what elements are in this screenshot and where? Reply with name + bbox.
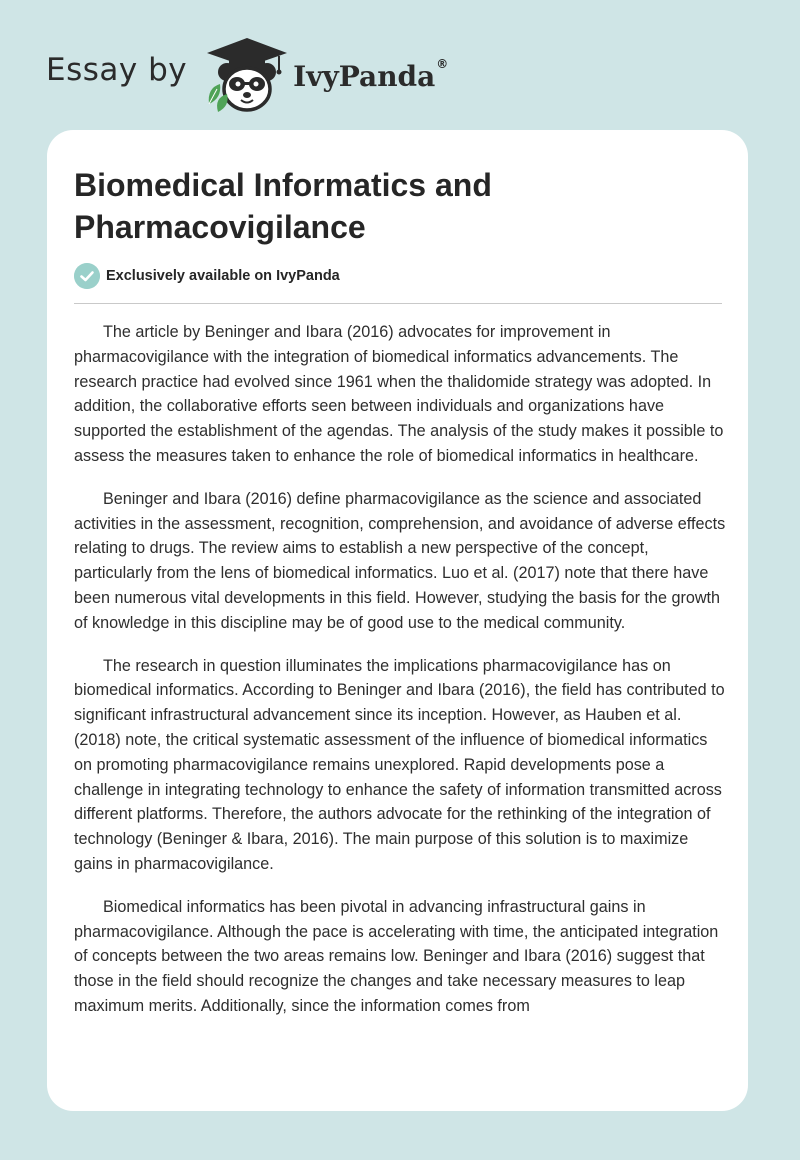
page-title: Biomedical Informatics and Pharmacovigilance bbox=[74, 167, 492, 245]
paragraph: Biomedical informatics has been pivotal in advancing infrastructural gains in pharmacovigilance. Although the pace is accelerating with time, the anticipated integration of concepts between the two areas remains low. Beninger and Ibara (2016) suggest that those in the field should recognize the changes and take necessary measures to leap maximum merits. Additionally, since the information comes from bbox=[74, 897, 719, 1015]
check-circle-icon bbox=[74, 263, 100, 289]
essay-card bbox=[47, 130, 748, 1111]
exclusive-badge bbox=[74, 263, 340, 289]
badge-text: Exclusively available on IvyPanda bbox=[106, 268, 340, 284]
article-body bbox=[74, 320, 726, 1037]
registered-mark: ® bbox=[436, 57, 449, 71]
brand-prefix: Essay by bbox=[46, 52, 188, 88]
paragraph: Beninger and Ibara (2016) define pharmacovigilance as the science and associated activities in the assessment, recognition, comprehension, and avoidance of adverse effects relating to drugs. The review aims to establish a new perspective of the concept, particularly from the lens of biomedical informatics. Luo et al. (2017) note that there have been numerous vital developments in this field. However, studying the basis for the growth of knowledge in this discipline may be of good use to the medical community. bbox=[74, 489, 726, 632]
paragraph: The article by Beninger and Ibara (2016) advocates for improvement in pharmacovigilance with the integration of biomedical informatics advancements. The research practice had evolved since 1961 when the thalidomide strategy was adopted. In addition, the collaborative efforts seen between individuals and organizations have supported the establishment of the agendas. The analysis of the study makes it possible to assess the measures taken to enhance the role of biomedical informatics in healthcare. bbox=[74, 323, 724, 465]
brand-header[interactable] bbox=[46, 34, 448, 114]
paragraph: The research in question illuminates the implications pharmacovigilance has on biomedical informatics. According to Beninger and Ibara (2016), the field has contributed to significant infrastructural advancement since its inception. However, as Hauben et al. (2018) note, the critical systematic assessment of the influence of biomedical informatics on promoting pharmacovigilance remains unexplored. Rapid developments pose a challenge in integrating technology to enhance the safety of information transmitted across different platforms. Therefore, the authors advocate for the rethinking of the integration of technology (Beninger & Ibara, 2016). The main purpose of this solution is to maximize gains in pharmacovigilance. bbox=[74, 656, 725, 873]
panda-logo-icon bbox=[205, 34, 289, 114]
divider bbox=[74, 303, 722, 304]
brand-name: IvyPanda bbox=[293, 59, 436, 93]
